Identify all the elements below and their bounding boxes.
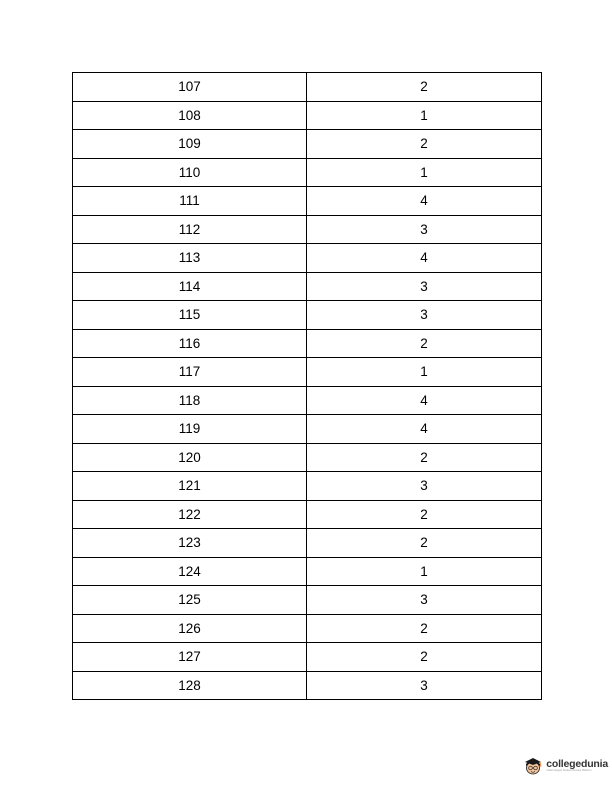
table-row [73,158,542,187]
answer-option-cell: 2 [307,614,542,643]
answer-option-cell: 2 [307,500,542,529]
answer-option-cell: 3 [307,215,542,244]
question-number-cell: 120 [73,443,307,472]
table-row [73,244,542,273]
table-row [73,215,542,244]
table-row [73,301,542,330]
answer-option-cell: 4 [307,244,542,273]
answer-option-cell: 4 [307,386,542,415]
table-row [73,643,542,672]
answer-option-cell: 3 [307,301,542,330]
answer-option-cell: 3 [307,586,542,615]
student-mascot-icon [523,756,543,776]
table-row [73,329,542,358]
table-row [73,671,542,700]
answer-option-cell: 4 [307,415,542,444]
answer-option-cell: 3 [307,671,542,700]
table-row [73,500,542,529]
answer-option-cell: 1 [307,358,542,387]
table-row [73,358,542,387]
answer-option-cell: 2 [307,443,542,472]
question-number-cell: 113 [73,244,307,273]
answer-option-cell: 4 [307,187,542,216]
question-number-cell: 116 [73,329,307,358]
question-number-cell: 109 [73,130,307,159]
logo-text [546,759,608,773]
table-row [73,586,542,615]
answer-table-body [73,73,542,700]
question-number-cell: 119 [73,415,307,444]
question-number-cell: 107 [73,73,307,102]
question-number-cell: 125 [73,586,307,615]
question-number-cell: 124 [73,557,307,586]
question-number-cell: 110 [73,158,307,187]
collegedunia-logo [523,756,608,776]
answer-option-cell: 3 [307,272,542,301]
table-row [73,415,542,444]
answer-option-cell: 2 [307,529,542,558]
answer-option-cell: 2 [307,130,542,159]
answer-option-cell: 2 [307,329,542,358]
table-row [73,101,542,130]
table-row [73,443,542,472]
table-row [73,73,542,102]
table-row [73,130,542,159]
question-number-cell: 122 [73,500,307,529]
logo-tagline: India's largest Student Review Platform [546,769,592,773]
answer-option-cell: 1 [307,101,542,130]
table-row [73,614,542,643]
table-row [73,557,542,586]
answer-option-cell: 1 [307,158,542,187]
question-number-cell: 112 [73,215,307,244]
question-number-cell: 128 [73,671,307,700]
table-row [73,386,542,415]
question-number-cell: 117 [73,358,307,387]
table-row [73,187,542,216]
question-number-cell: 118 [73,386,307,415]
question-number-cell: 111 [73,187,307,216]
question-number-cell: 123 [73,529,307,558]
question-number-cell: 115 [73,301,307,330]
answer-option-cell: 3 [307,472,542,501]
logo-name: collegedunia [546,757,608,770]
answer-option-cell: 1 [307,557,542,586]
question-number-cell: 127 [73,643,307,672]
answer-option-cell: 2 [307,73,542,102]
answer-table [72,72,542,700]
table-row [73,472,542,501]
question-number-cell: 121 [73,472,307,501]
question-number-cell: 108 [73,101,307,130]
question-number-cell: 126 [73,614,307,643]
question-number-cell: 114 [73,272,307,301]
table-row [73,529,542,558]
table-row [73,272,542,301]
answer-option-cell: 2 [307,643,542,672]
